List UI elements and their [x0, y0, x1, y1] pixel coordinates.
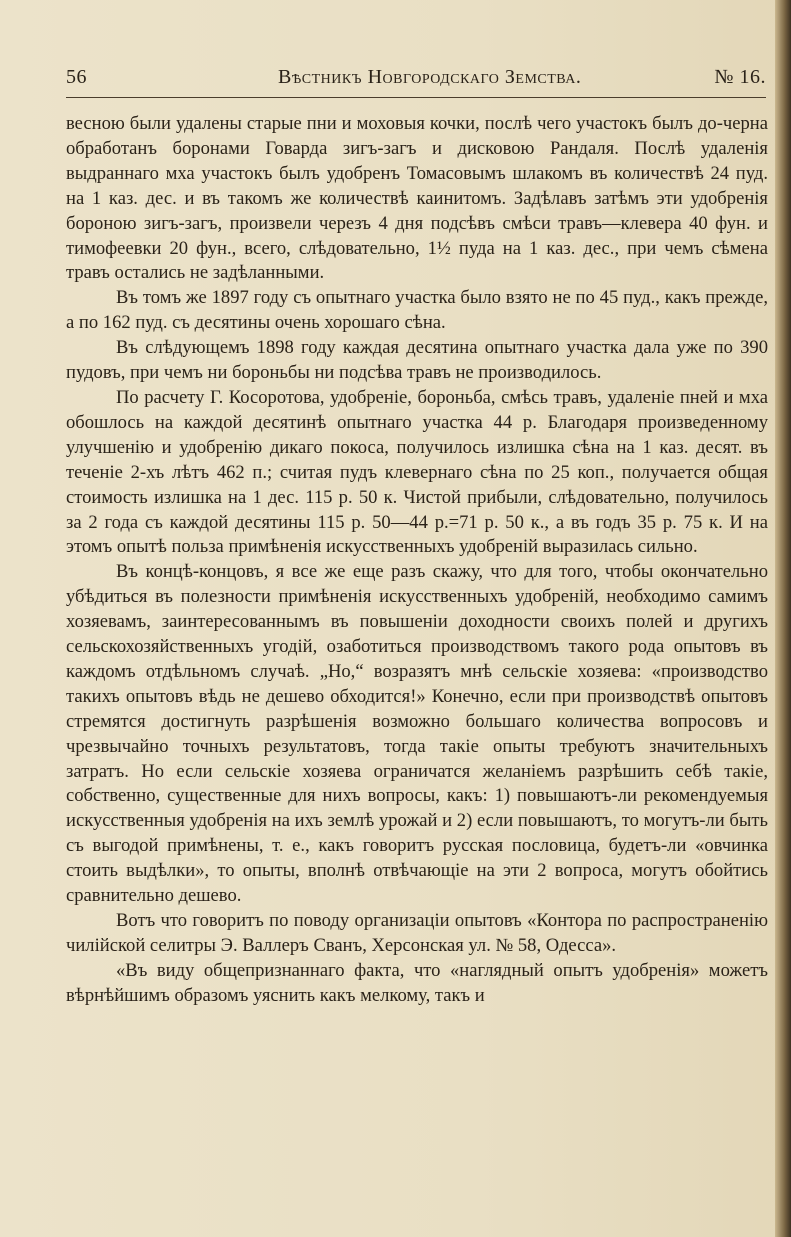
paragraph: Въ томъ же 1897 году съ опытнаго участка было взято не по 45 пуд., какъ прежде, а по 162 пуд. съ десятины очень хорошаго сѣна. — [66, 287, 768, 334]
paragraph: Въ концѣ-концовъ, я все же еще разъ скажу, что для того, чтобы окончательно убѣдиться въ полезности примѣненія искусственныхъ удобреній, необходимо самимъ хозяевамъ, заинтересованнымъ въ повышеніи доходности своихъ полей и другихъ сельскохозяйственныхъ угодій, озаботиться производствомъ такого рода опытовъ въ каждомъ отдѣльномъ случаѣ. „Но,“ возразятъ мнѣ сельскіе хозяева: «производство такихъ опытовъ вѣдь не дешево обходится!» Конечно, если при производствѣ опытовъ стремятся достигнуть разрѣшенія возможно большаго количества вопросовъ и чрезвычайно точныхъ результатовъ, тогда такіе опыты требуютъ значительныхъ затратъ. Но если сельскіе хозяева ограничатся желаніемъ разрѣшить себѣ такіе, собственно, существенные для нихъ вопросы, какъ: 1) повышаютъ-ли рекомендуемыя искусственныя удобренія на ихъ землѣ урожай и 2) если повышаютъ, то могутъ-ли быть съ выгодой примѣнены, т. е., какъ говоритъ русская пословица, будетъ-ли «овчинка стоить выдѣлки», то опыты, вполнѣ отвѣчающіе на эти 2 вопроса, могутъ обойтись сравнительно дешево. — [66, 561, 768, 907]
header-rule — [66, 97, 766, 98]
article-body — [66, 112, 768, 1009]
paragraph: Въ слѣдующемъ 1898 году каждая десятина опытнаго участка дала уже по 390 пудовъ, при чемъ ни бороньбы ни подсѣва травъ не производилось. — [66, 337, 768, 384]
page-number: 56 — [66, 66, 87, 88]
paragraph: Вотъ что говоритъ по поводу организаціи опытовъ «Контора по распространенію чилійской селитры Э. Валлеръ Сванъ, Херсонская ул. № 58, Одесса». — [66, 910, 768, 956]
journal-title: Вѣстникъ Новгородскаго Земства. — [278, 66, 582, 88]
paragraph: «Въ виду общепризнаннаго факта, что «наглядный опытъ удобренія» можетъ вѣрнѣйшимъ образомъ уяснить какъ мелкому, такъ и — [66, 959, 768, 1006]
page-spine-edge — [775, 0, 791, 1237]
issue-number: № 16. — [714, 66, 766, 88]
running-header — [66, 66, 766, 94]
paragraph: весною были удалены старые пни и моховыя кочки, послѣ чего участокъ былъ до-черна обработанъ боронами Говарда зигъ-загъ и дисковою Рандаля. Послѣ удаленія выдраннаго мха участокъ былъ удобренъ Томасовымъ шлакомъ въ количествѣ 24 пуд. на 1 каз. дес. и въ такомъ же количествѣ каинитомъ. Задѣлавъ затѣмъ эти удобренія бороною зигъ-загъ, произвели черезъ 4 дня подсѣвъ смѣси травъ—клевера 40 фун. и тимофеевки 20 фун., всего, слѣдовательно, 1½ пуда на 1 каз. дес., при чемъ сѣмена травъ остались не задѣланными. — [66, 113, 768, 284]
paragraph: По расчету Г. Косоротова, удобреніе, бороньба, смѣсь травъ, удаленіе пней и мха обошлось на каждой десятинѣ опытнаго участка 44 р. Благодаря произведенному улучшенію и удобренію дикаго покоса, получилось излишка сѣна на 1 каз. десят. въ теченіе 2-хъ лѣтъ 462 п.; считая пудъ клевернаго сѣна по 25 коп., получается общая стоимость излишка на 1 дес. 115 р. 50 к. Чистой прибыли, слѣдовательно, получилось за 2 года съ каждой десятины 115 р. 50—44 р.=71 р. 50 к., а въ годъ 35 р. 75 к. И на этомъ опытѣ польза примѣненія искусственныхъ удобреній выразилась сильно. — [66, 386, 768, 558]
